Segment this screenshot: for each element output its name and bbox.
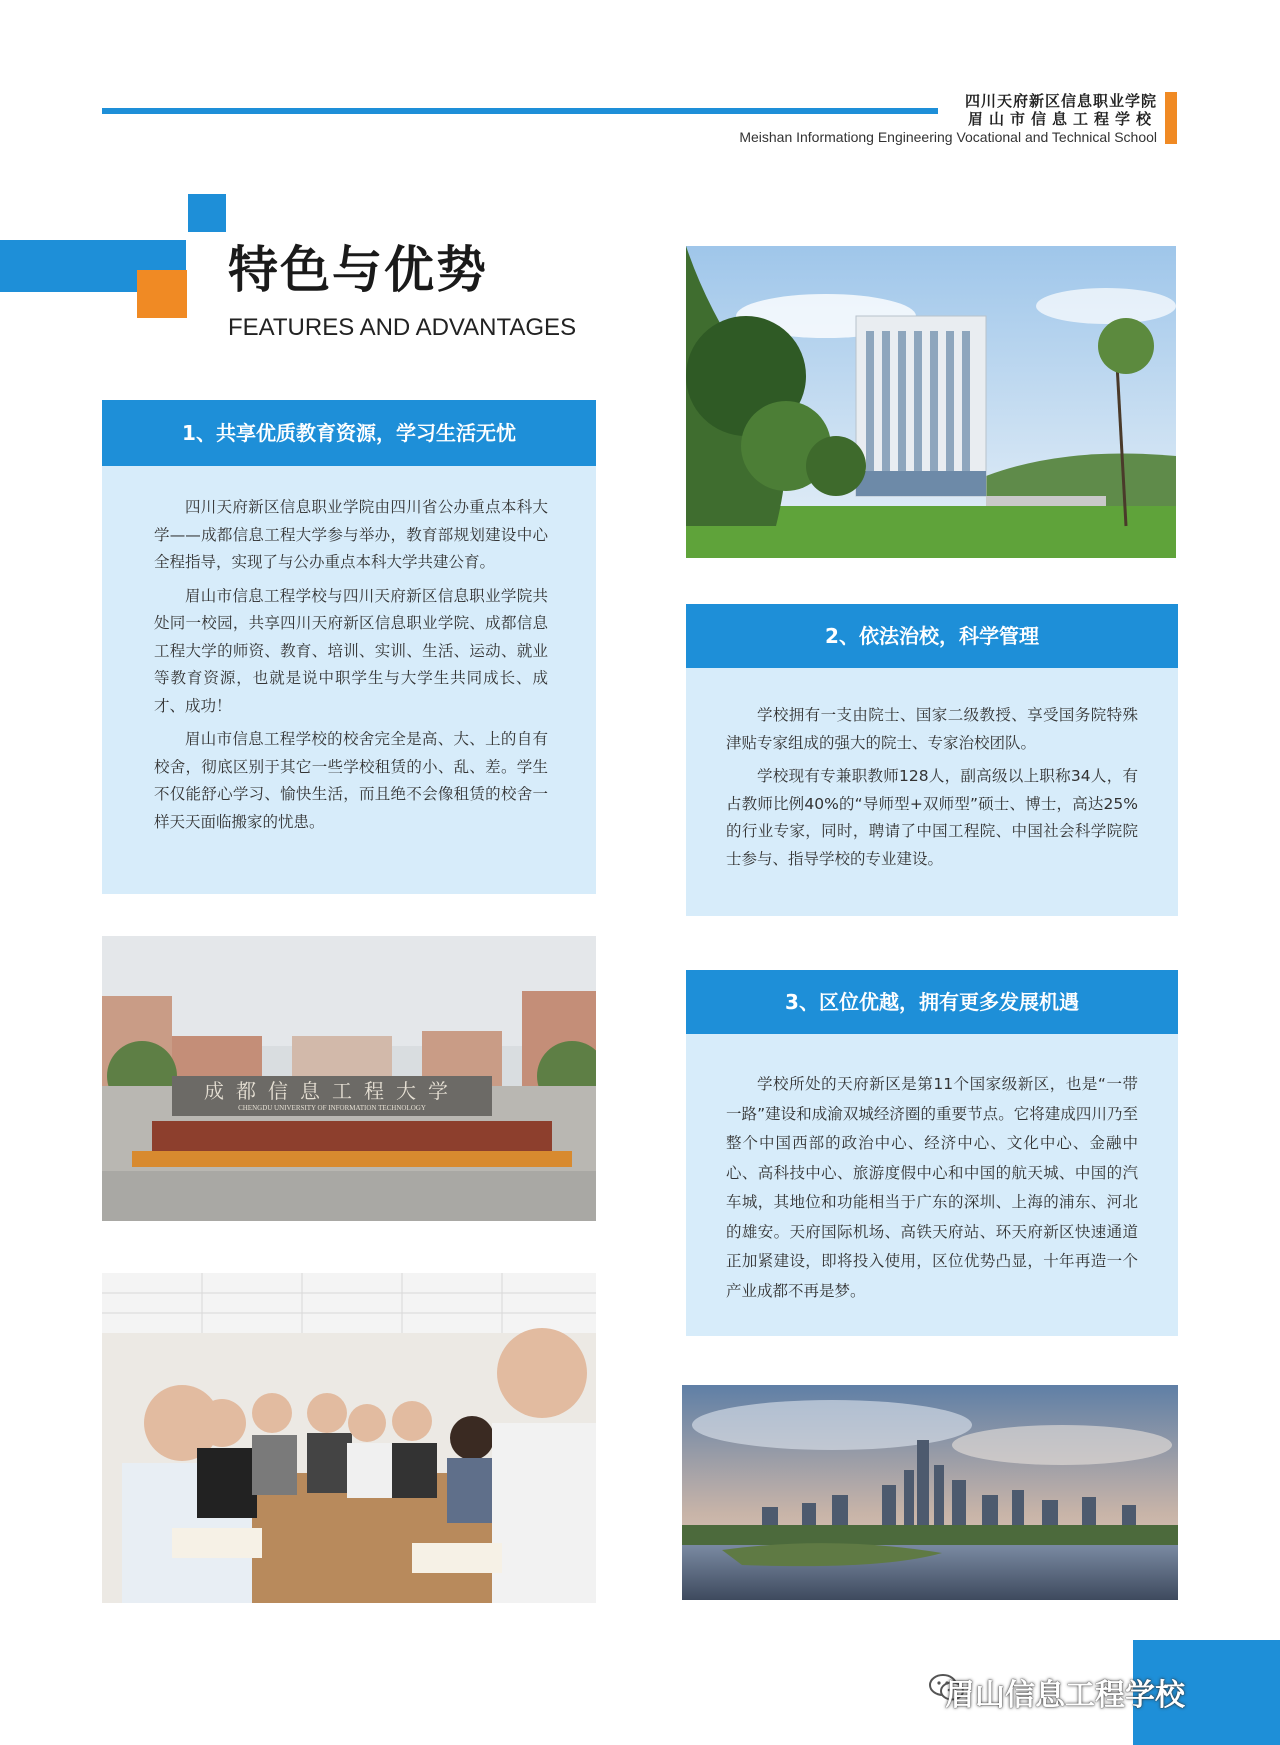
- header-school-names: [739, 92, 1157, 146]
- paragraph: 学校现有专兼职教师128人，副高级以上职称34人，有占教师比例40%的“导师型+双师型”硕士、博士，高达25%的行业专家，同时，聘请了中国工程院、中国社会科学院院士参与、指导学校的专业建设。: [726, 767, 1138, 868]
- header-en-line: Meishan Informationg Engineering Vocational and Technical School: [739, 129, 1157, 145]
- feature-block-2-heading: 2、依法治校，科学管理: [686, 604, 1178, 668]
- feature-block-3-heading: 3、区位优越，拥有更多发展机遇: [686, 970, 1178, 1034]
- paragraph: 学校所处的天府新区是第11个国家级新区，也是“一带一路”建设和成渝双城经济圈的重要节点。它将建成四川乃至整个中国西部的政治中心、经济中心、文化中心、金融中心、高科技中心、旅游度假中心和中国的航天城、中国的汽车城，其地位和功能相当于广东的深圳、上海的浦东、河北的雄安。天府国际机场、高铁天府站、环天府新区快速通道正加紧建设，即将投入使用，区位优势凸显，十年再造一个产业成都不再是梦。: [726, 1075, 1138, 1300]
- gate-sign-text-en: CHENGDU UNIVERSITY OF INFORMATION TECHNOLOGY: [238, 1104, 426, 1112]
- gate-sign-text: 成都信息工程大学: [204, 1079, 460, 1103]
- photo-city-skyline: [682, 1385, 1178, 1600]
- feature-block-3: [686, 970, 1178, 1336]
- feature-block-3-body: [686, 1034, 1178, 1306]
- paragraph: 四川天府新区信息职业学院由四川省公办重点本科大学——成都信息工程大学参与举办，教育部规划建设中心全程指导，实现了与公办重点本科大学共建公育。: [154, 498, 548, 571]
- decor-blue-square: [188, 194, 226, 232]
- header-cn-line1: 四川天府新区信息职业学院: [964, 92, 1157, 110]
- footer-watermark: 眉山信息工程学校: [945, 1678, 1185, 1713]
- section-title-en: FEATURES AND ADVANTAGES: [228, 314, 577, 341]
- decor-orange-square: [137, 270, 187, 318]
- photo-campus-building: [686, 246, 1176, 558]
- header-cn-line2: 眉山市信息工程学校: [967, 110, 1157, 128]
- feature-block-1-body: [102, 466, 596, 836]
- paragraph: 学校拥有一支由院士、国家二级教授、享受国务院特殊津贴专家组成的强大的院士、专家治校团队。: [726, 706, 1138, 752]
- paragraph: 眉山市信息工程学校与四川天府新区信息职业学院共处同一校园，共享四川天府新区信息职业学院、成都信息工程大学的师资、教育、培训、实训、生活、运动、就业等教育资源，也就是说中职学生与大学生共同成长、成才、成功！: [154, 586, 548, 715]
- feature-block-2: [686, 604, 1178, 916]
- photo-students-reading: [102, 1273, 596, 1603]
- photo-university-gate: [102, 936, 596, 1221]
- feature-block-2-body: [686, 668, 1178, 873]
- header-orange-bar: [1165, 92, 1177, 144]
- feature-block-1: [102, 400, 596, 894]
- paragraph: 眉山市信息工程学校的校舍完全是高、大、上的自有校舍，彻底区别于其它一些学校租赁的小、乱、差。学生不仅能舒心学习、愉快生活，而且绝不会像租赁的校舍一样天天面临搬家的忧患。: [154, 730, 548, 831]
- section-title-cn: 特色与优势: [228, 241, 488, 299]
- feature-block-1-heading: 1、共享优质教育资源，学习生活无忧: [102, 400, 596, 466]
